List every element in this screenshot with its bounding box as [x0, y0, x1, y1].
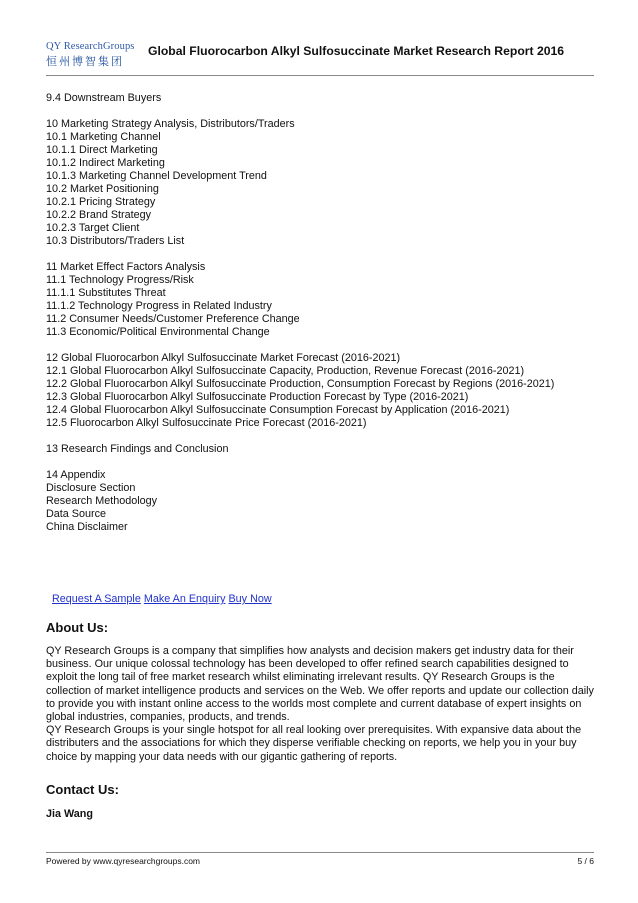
footer-powered-by: Powered by www.qyresearchgroups.com — [46, 856, 201, 866]
toc-section-9 — [46, 92, 594, 105]
toc-section-13 — [46, 443, 594, 456]
toc-entry: 11.1.2 Technology Progress in Related Industry — [46, 300, 272, 312]
toc-entry: 12.3 Global Fluorocarbon Alkyl Sulfosuccinate Production Forecast by Type (2016-2021) — [46, 391, 469, 403]
toc-entry: 12 Global Fluorocarbon Alkyl Sulfosuccinate Market Forecast (2016-2021) — [46, 352, 401, 364]
toc-entry: 9.4 Downstream Buyers — [46, 92, 162, 104]
about-heading: About Us: — [46, 620, 109, 635]
toc-entry: 12.1 Global Fluorocarbon Alkyl Sulfosuccinate Capacity, Production, Revenue Forecast (2016-2021) — [46, 365, 525, 377]
toc-entry: Research Methodology — [46, 495, 158, 507]
company-logo — [46, 41, 146, 71]
page-number: 5 / 6 — [577, 856, 594, 866]
toc-entry: 10.1.3 Marketing Channel Development Trend — [46, 170, 267, 182]
table-of-contents — [46, 92, 594, 534]
buy-now-link[interactable]: Buy Now — [228, 593, 272, 605]
toc-section-10 — [46, 118, 594, 248]
toc-entry: 10.3 Distributors/Traders List — [46, 235, 185, 247]
header-divider — [46, 75, 594, 76]
toc-entry: 10.1 Marketing Channel — [46, 131, 161, 143]
toc-entry: 10.2 Market Positioning — [46, 183, 159, 195]
report-title: Global Fluorocarbon Alkyl Sulfosuccinate Market Research Report 2016 — [148, 44, 565, 58]
toc-entry: 11.1.1 Substitutes Threat — [46, 287, 166, 299]
action-links — [52, 593, 272, 605]
toc-section-11 — [46, 261, 594, 339]
toc-section-12 — [46, 352, 594, 430]
footer-divider — [46, 852, 594, 853]
toc-section-14 — [46, 469, 594, 534]
toc-entry: 11 Market Effect Factors Analysis — [46, 261, 206, 273]
contact-name: Jia Wang — [46, 808, 93, 820]
toc-entry: 11.1 Technology Progress/Risk — [46, 274, 194, 286]
request-sample-link[interactable]: Request A Sample — [52, 593, 141, 605]
toc-entry: 10 Marketing Strategy Analysis, Distributors/Traders — [46, 118, 295, 130]
toc-entry: China Disclaimer — [46, 521, 128, 533]
toc-entry: 11.2 Consumer Needs/Customer Preference Change — [46, 313, 300, 325]
toc-entry: 10.2.2 Brand Strategy — [46, 209, 152, 221]
toc-entry: 10.1.2 Indirect Marketing — [46, 157, 165, 169]
contact-heading: Contact Us: — [46, 782, 119, 797]
make-enquiry-link[interactable]: Make An Enquiry — [143, 593, 226, 605]
about-body — [46, 645, 598, 764]
toc-entry: 10.2.3 Target Client — [46, 222, 140, 234]
toc-entry: 11.3 Economic/Political Environmental Change — [46, 326, 270, 338]
about-paragraph: QY Research Groups is your single hotspot for all real looking over prerequisites. With expansive data about the distributers and the associations for which they disperse verifiable checking on reports, we help you in your buy choice by mapping your data needs with our gigantic gathering of reports. — [46, 724, 582, 763]
toc-entry: 12.2 Global Fluorocarbon Alkyl Sulfosuccinate Production, Consumption Forecast by Regions (2016-2021) — [46, 378, 555, 390]
toc-entry: 10.1.1 Direct Marketing — [46, 144, 158, 156]
toc-entry: Data Source — [46, 508, 107, 520]
toc-entry: 12.4 Global Fluorocarbon Alkyl Sulfosuccinate Consumption Forecast by Application (2016-2021) — [46, 404, 510, 416]
logo-chinese-name: 恒州博智集团 — [46, 56, 124, 68]
toc-entry: 10.2.1 Pricing Strategy — [46, 196, 156, 208]
toc-entry: Disclosure Section — [46, 482, 136, 494]
about-paragraph: QY Research Groups is a company that simplifies how analysts and decision makers get industry data for their business. Our unique colossal technology has been developed to offer refined search capabilities designed to exploit the long tail of free market research whilst eliminating irrelevant results. QY Research Groups is the collection of market intelligence products and services on the Web. We offer reports and update our collection daily to provide you with instant online access to the worlds most complete and current database of expert insights on global industries, companies, products, and trends. — [46, 645, 594, 724]
page-header — [46, 37, 594, 75]
toc-entry: 13 Research Findings and Conclusion — [46, 443, 229, 455]
toc-entry: 12.5 Fluorocarbon Alkyl Sulfosuccinate Price Forecast (2016-2021) — [46, 417, 367, 429]
toc-entry: 14 Appendix — [46, 469, 106, 481]
logo-wordmark: QY ResearchGroups — [46, 41, 135, 52]
